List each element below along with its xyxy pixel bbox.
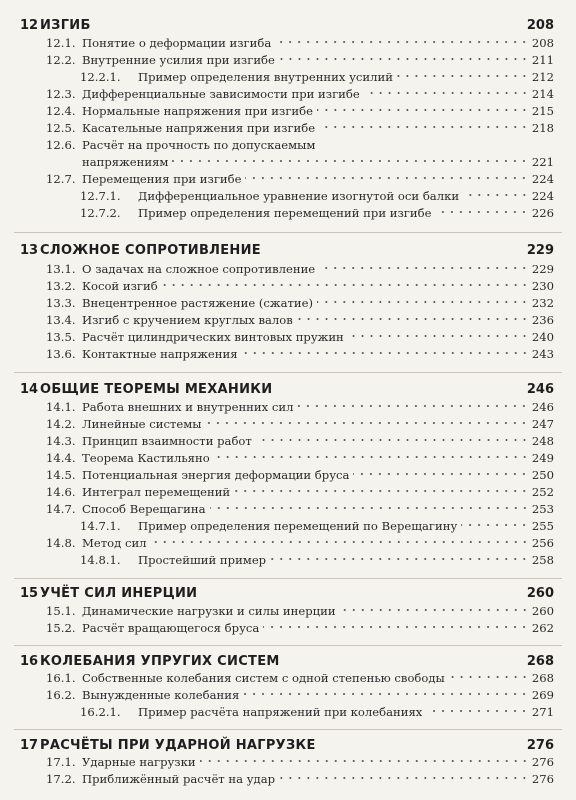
leader-dots <box>449 672 529 682</box>
entry-number: 17.1. <box>46 755 76 769</box>
toc-entry <box>46 276 554 293</box>
entry-number: 14.5. <box>46 468 76 482</box>
toc-entry <box>46 310 554 327</box>
entry-text: Дифференциальные зависимости при изгибе <box>82 87 360 101</box>
entry-number: 12.5. <box>46 121 76 135</box>
entry-text: Линейные системы <box>82 417 202 431</box>
entry-text: Способ Верещагина <box>82 502 206 516</box>
leader-dots <box>263 622 529 632</box>
chapter-title: КОЛЕБАНИЯ УПРУГИХ СИСТЕМ <box>40 653 280 669</box>
chapter-title: ИЗГИБ <box>40 17 91 33</box>
entry-text: Вынужденные колебания <box>82 688 240 702</box>
leader-dots <box>426 706 529 716</box>
chapter-number: 13 <box>20 242 39 258</box>
entry-number: 13.6. <box>46 347 76 361</box>
chapter-heading <box>20 379 554 399</box>
entry-page: 224 <box>531 172 554 186</box>
entry-page: 260 <box>531 604 554 618</box>
entry-text: Собственные колебания систем с одной степенью свободы <box>82 671 445 685</box>
entry-number: 12.1. <box>46 36 76 50</box>
entry-number: 14.6. <box>46 485 76 499</box>
leader-dots <box>279 773 529 783</box>
leader-dots <box>234 486 529 496</box>
leader-dots <box>205 418 528 428</box>
chapter-title: РАСЧЁТЫ ПРИ УДАРНОЙ НАГРУЗКЕ <box>40 737 316 753</box>
entry-text: Внецентренное растяжение (сжатие) <box>82 296 314 310</box>
entry-page: 268 <box>531 671 554 685</box>
leader-dots <box>317 105 529 115</box>
entry-text: Дифференциальное уравнение изогнутой оси балки <box>138 189 460 203</box>
entry-text: Расчёт цилиндрических винтовых пружин <box>82 330 344 344</box>
toc-entry <box>46 752 554 769</box>
leader-dots <box>245 173 528 183</box>
entry-number: 13.5. <box>46 330 76 344</box>
entry-page: 226 <box>531 206 554 220</box>
entry-page: 240 <box>531 330 554 344</box>
entry-page: 271 <box>531 705 554 719</box>
entry-page: 243 <box>531 347 554 361</box>
entry-text: Контактные напряжения <box>82 347 238 361</box>
entry-number: 12.7.2. <box>80 206 121 220</box>
toc-entry <box>46 101 554 118</box>
entry-text: Принцип взаимности работ <box>82 434 252 448</box>
toc-entry <box>46 259 554 276</box>
entry-number: 15.2. <box>46 621 76 635</box>
toc-entry <box>46 33 554 50</box>
entry-number: 14.3. <box>46 434 76 448</box>
entry-page: 229 <box>531 262 554 276</box>
leader-dots <box>340 605 529 615</box>
chapter-heading <box>20 15 554 35</box>
leader-dots <box>348 331 529 341</box>
entry-text: Внутренние усилия при изгибе <box>82 53 275 67</box>
toc-entry <box>46 327 554 344</box>
section-divider <box>14 578 562 579</box>
entry-page: 256 <box>531 536 554 550</box>
entry-text: Теорема Кастильяно <box>82 451 210 465</box>
leader-dots <box>200 756 529 766</box>
leader-dots <box>270 554 529 564</box>
entry-number: 14.1. <box>46 400 76 414</box>
chapter-number: 12 <box>20 17 39 33</box>
toc-entry <box>46 668 554 685</box>
entry-number: 12.7. <box>46 172 76 186</box>
leader-dots <box>397 71 529 81</box>
entry-text: Метод сил <box>82 536 147 550</box>
toc-entry <box>46 293 554 310</box>
entry-text: О задачах на сложное сопротивление <box>82 262 316 276</box>
entry-page: 269 <box>531 688 554 702</box>
entry-text: Динамические нагрузки и силы инерции <box>82 604 336 618</box>
entry-number: 14.8. <box>46 536 76 550</box>
entry-page: 250 <box>531 468 554 482</box>
entry-number: 13.3. <box>46 296 76 310</box>
entry-text: Ударные нагрузки <box>82 755 196 769</box>
entry-number: 14.7. <box>46 502 76 516</box>
leader-dots <box>297 401 528 411</box>
leader-dots <box>172 156 528 166</box>
entry-text: Изгиб с кручением круглых валов <box>82 313 293 327</box>
section-divider <box>14 729 562 730</box>
entry-number: 12.7.1. <box>80 189 121 203</box>
toc-entry <box>46 344 554 361</box>
entry-page: 208 <box>531 36 554 50</box>
leader-dots <box>353 469 528 479</box>
section-divider <box>14 645 562 646</box>
entry-page: 211 <box>531 53 554 67</box>
entry-page: 212 <box>531 70 554 84</box>
entry-text: Интеграл перемещений <box>82 485 231 499</box>
entry-text: Понятие о деформации изгиба <box>82 36 272 50</box>
toc-subentry <box>80 67 554 84</box>
leader-dots <box>319 122 529 132</box>
entry-number: 15.1. <box>46 604 76 618</box>
leader-dots <box>151 537 529 547</box>
leader-dots <box>317 297 529 307</box>
toc-entry <box>46 397 554 414</box>
chapter-title: ОБЩИЕ ТЕОРЕМЫ МЕХАНИКИ <box>40 381 273 397</box>
toc-subentry <box>80 203 554 220</box>
entry-text: Косой изгиб <box>82 279 158 293</box>
entry-text: Пример определения перемещений по Верещагину <box>138 519 458 533</box>
entry-text: Пример расчёта напряжений при колебаниях <box>138 705 423 719</box>
toc-subentry <box>80 550 554 567</box>
entry-text: Расчёт вращающегося бруса <box>82 621 260 635</box>
toc-entry <box>46 84 554 101</box>
chapter-page: 208 <box>526 17 554 33</box>
entry-page: 218 <box>531 121 554 135</box>
toc-entry <box>46 769 554 786</box>
toc-entry <box>46 169 554 186</box>
entry-page: 246 <box>531 400 554 414</box>
toc-entry <box>46 618 554 635</box>
toc-entry <box>46 50 554 67</box>
entry-page: 221 <box>531 155 554 169</box>
toc-entry <box>46 118 554 135</box>
toc-entry <box>46 414 554 431</box>
section-divider <box>14 372 562 373</box>
toc-subentry <box>80 516 554 533</box>
entry-text: Нормальные напряжения при изгибе <box>82 104 313 118</box>
toc-entry <box>46 482 554 499</box>
entry-text: Касательные напряжения при изгибе <box>82 121 316 135</box>
toc-entry <box>46 499 554 516</box>
entry-page: 230 <box>531 279 554 293</box>
chapter-number: 15 <box>20 585 39 601</box>
leader-dots <box>256 435 529 445</box>
leader-dots <box>275 37 529 47</box>
toc-entry <box>46 601 554 618</box>
leader-dots <box>297 314 529 324</box>
entry-number: 13.4. <box>46 313 76 327</box>
entry-text: Приближённый расчёт на удар <box>82 772 276 786</box>
toc-subentry <box>80 702 554 719</box>
leader-dots <box>162 280 529 290</box>
section-divider <box>14 232 562 233</box>
chapter-number: 17 <box>20 737 39 753</box>
entry-page: 214 <box>531 87 554 101</box>
toc-entry <box>46 465 554 482</box>
chapter-number: 14 <box>20 381 39 397</box>
leader-dots <box>242 348 529 358</box>
entry-number: 14.8.1. <box>80 553 121 567</box>
entry-page: 276 <box>531 772 554 786</box>
chapter-page: 246 <box>526 381 554 397</box>
leader-dots <box>461 520 529 530</box>
leader-dots <box>214 452 529 462</box>
chapter-page: 276 <box>526 737 554 753</box>
toc-entry-continuation <box>46 152 554 169</box>
entry-number: 14.7.1. <box>80 519 121 533</box>
entry-page: 247 <box>531 417 554 431</box>
entry-text: Работа внешних и внутренних сил <box>82 400 294 414</box>
entry-number: 16.2. <box>46 688 76 702</box>
chapter-heading <box>20 583 554 603</box>
chapter-title: СЛОЖНОЕ СОПРОТИВЛЕНИЕ <box>40 242 261 258</box>
entry-text: напряжениям <box>82 155 169 169</box>
entry-number: 17.2. <box>46 772 76 786</box>
entry-page: 276 <box>531 755 554 769</box>
entry-number: 12.4. <box>46 104 76 118</box>
leader-dots <box>319 263 529 273</box>
entry-page: 258 <box>531 553 554 567</box>
leader-dots <box>435 207 528 217</box>
leader-dots <box>279 54 529 64</box>
toc-entry <box>46 685 554 702</box>
toc-entry <box>46 448 554 465</box>
leader-dots <box>243 689 529 699</box>
toc-entry <box>46 135 554 152</box>
entry-page: 252 <box>531 485 554 499</box>
entry-page: 253 <box>531 502 554 516</box>
entry-page: 236 <box>531 313 554 327</box>
entry-text: Перемещения при изгибе <box>82 172 242 186</box>
entry-number: 12.6. <box>46 138 76 152</box>
chapter-heading <box>20 240 554 260</box>
leader-dots <box>364 88 529 98</box>
chapter-title: УЧЁТ СИЛ ИНЕРЦИИ <box>40 585 198 601</box>
entry-page: 249 <box>531 451 554 465</box>
entry-number: 14.2. <box>46 417 76 431</box>
entry-text: Расчёт на прочность по допускаемым <box>82 138 316 152</box>
entry-text: Простейший пример <box>138 553 267 567</box>
toc-entry <box>46 431 554 448</box>
entry-page: 255 <box>531 519 554 533</box>
entry-number: 14.4. <box>46 451 76 465</box>
entry-page: 232 <box>531 296 554 310</box>
entry-number: 12.2. <box>46 53 76 67</box>
entry-text: Потенциальная энергия деформации бруса <box>82 468 350 482</box>
entry-text: Пример определения внутренних усилий <box>138 70 393 84</box>
entry-number: 12.3. <box>46 87 76 101</box>
chapter-number: 16 <box>20 653 39 669</box>
entry-number: 12.2.1. <box>80 70 121 84</box>
chapter-page: 260 <box>526 585 554 601</box>
chapter-page: 229 <box>526 242 554 258</box>
chapter-page: 268 <box>526 653 554 669</box>
toc-subentry <box>80 186 554 203</box>
entry-text: Пример определения перемещений при изгибе <box>138 206 432 220</box>
entry-number: 16.2.1. <box>80 705 121 719</box>
entry-number: 16.1. <box>46 671 76 685</box>
toc-entry <box>46 533 554 550</box>
leader-dots <box>463 190 529 200</box>
entry-page: 248 <box>531 434 554 448</box>
entry-page: 224 <box>531 189 554 203</box>
entry-number: 13.2. <box>46 279 76 293</box>
entry-number: 13.1. <box>46 262 76 276</box>
leader-dots <box>210 503 529 513</box>
entry-page: 215 <box>531 104 554 118</box>
entry-page: 262 <box>531 621 554 635</box>
